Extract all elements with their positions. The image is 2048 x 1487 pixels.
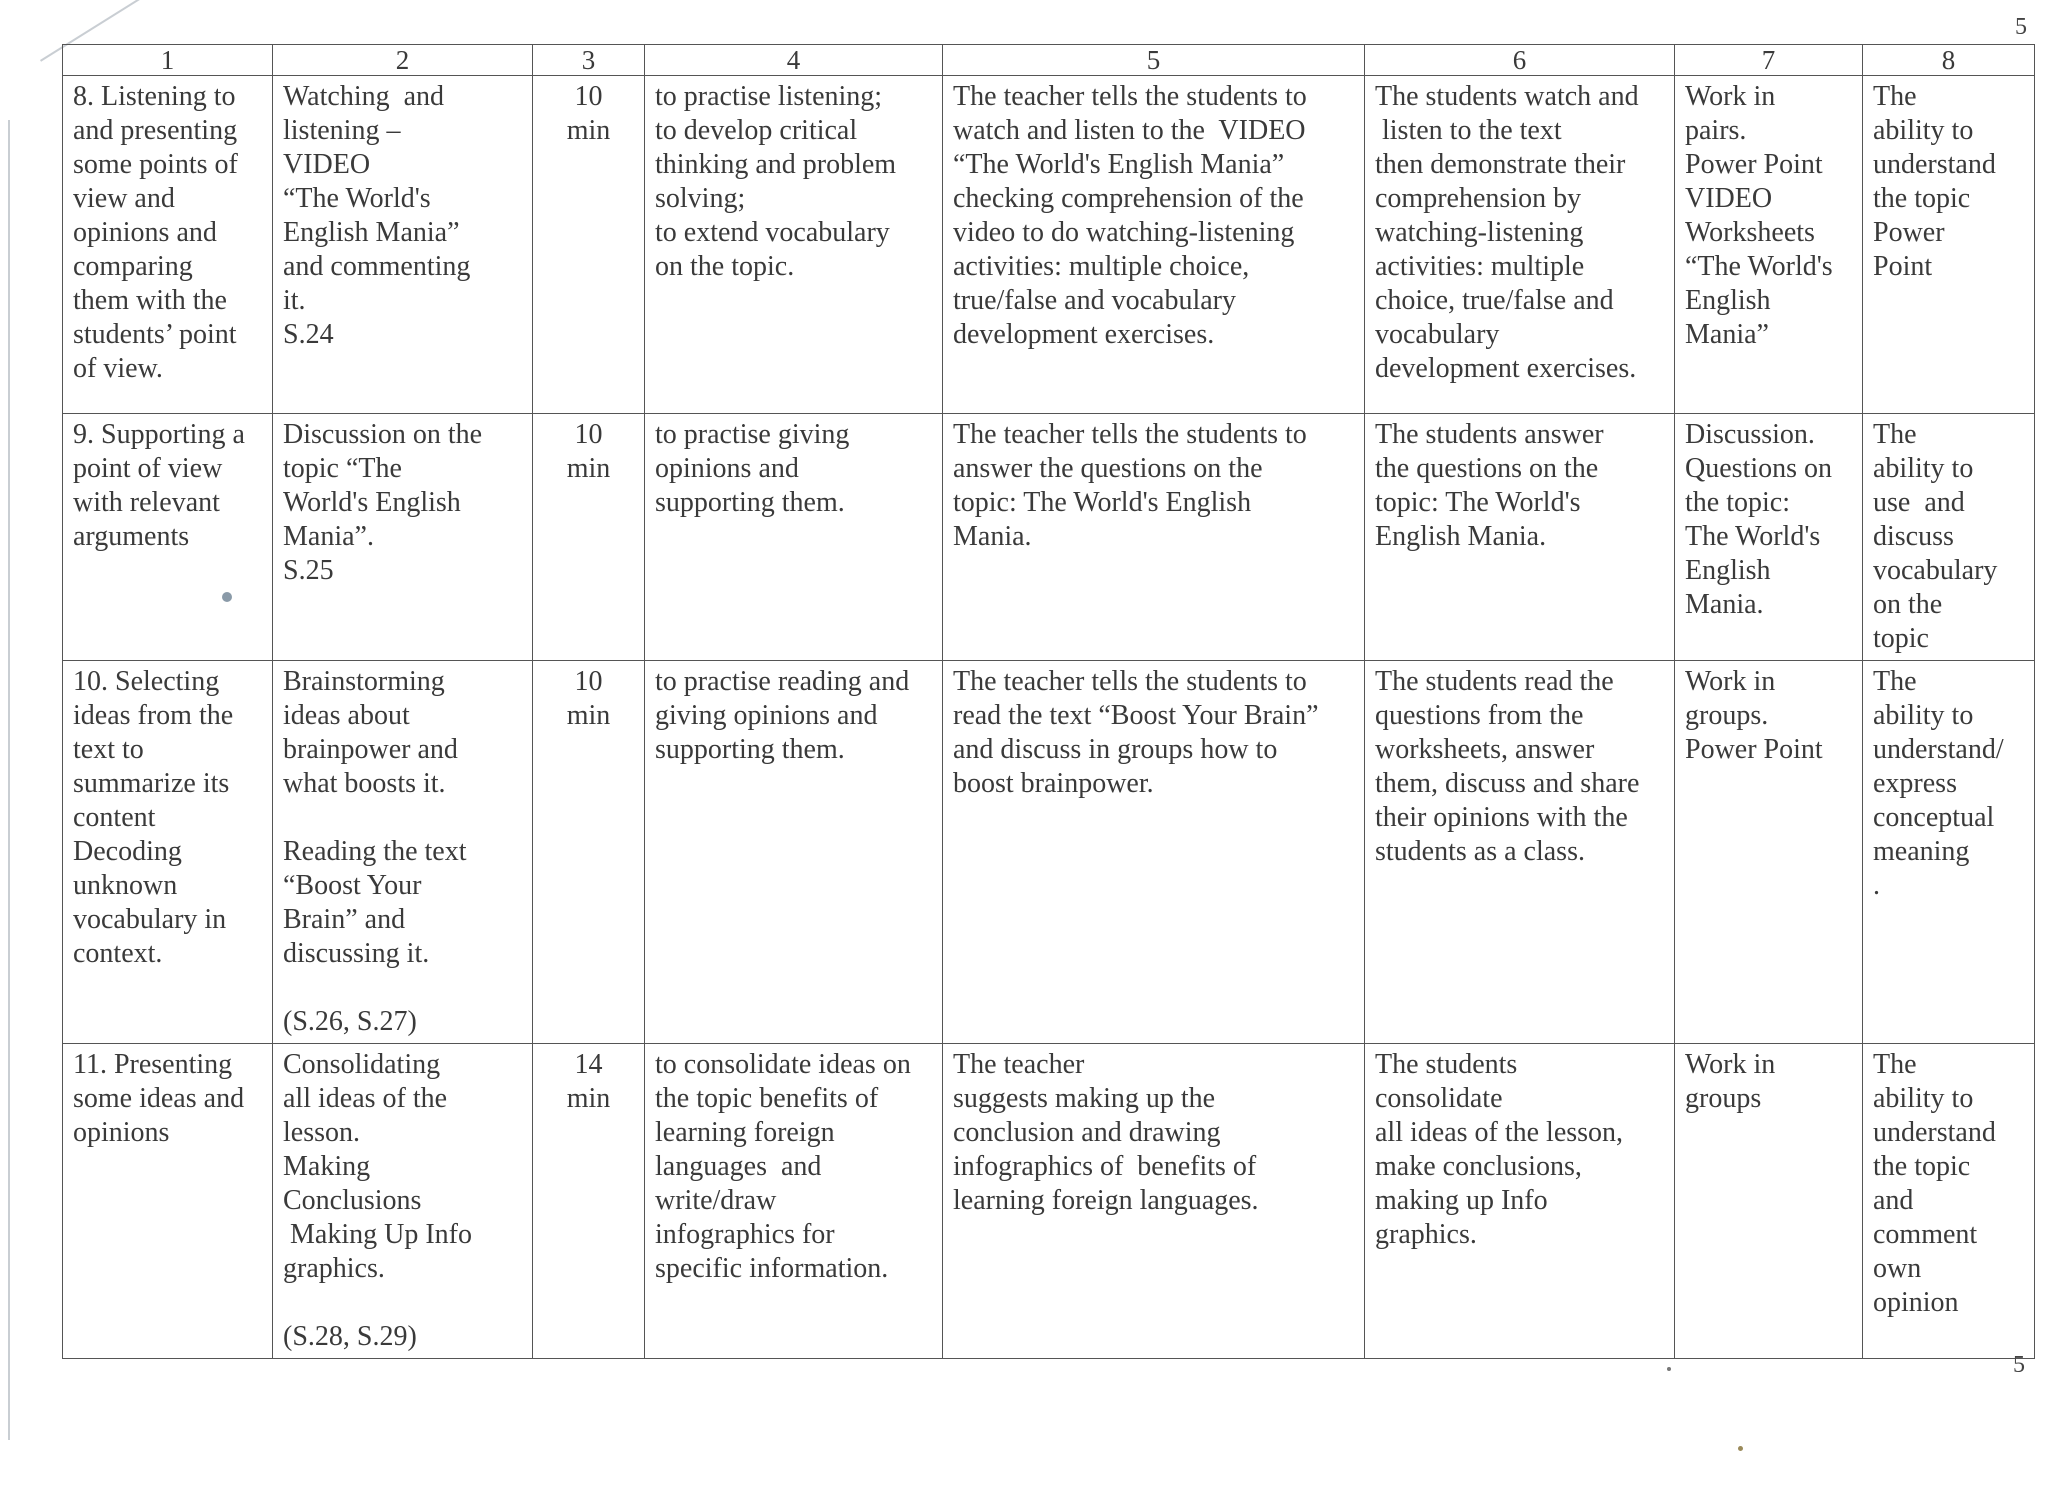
cell-line: Mania”. (283, 521, 374, 552)
cell-line: groups (1685, 1083, 1762, 1114)
cell-line: students’ point (73, 319, 237, 350)
cell-line: Questions on (1685, 453, 1832, 484)
cell-line: vocabulary in (73, 904, 227, 935)
cell-line: (S.28, S.29) (283, 1321, 417, 1352)
cell-line: brainpower and (283, 734, 458, 765)
cell-line: “The World's (283, 183, 431, 214)
table-cell-col-3 (533, 661, 645, 1044)
cell-line: Mania. (1685, 589, 1764, 620)
cell-line: VIDEO (1685, 183, 1773, 214)
cell-line: watching-listening (1375, 217, 1584, 248)
cell-line: languages and (655, 1151, 822, 1182)
cell-line: discussing it. (283, 938, 430, 969)
cell-line: graphics. (1375, 1219, 1477, 1250)
table-cell-col-1 (63, 76, 273, 414)
lesson-plan-table (62, 44, 2035, 1359)
cell-line (283, 1286, 522, 1320)
cell-line: (S.26, S.27) (283, 1006, 417, 1037)
cell-line: it. (283, 285, 306, 316)
cell-line: all ideas of the lesson, (1375, 1117, 1624, 1148)
cell-line: questions from the (1375, 700, 1584, 731)
cell-line: learning foreign (655, 1117, 835, 1148)
header-row (63, 45, 2035, 76)
table-cell-col-1 (63, 661, 273, 1044)
cell-line: . (1873, 870, 1880, 901)
cell-line: Work in (1685, 1049, 1776, 1080)
cell-line: and presenting (73, 115, 238, 146)
cell-line: supporting them. (655, 487, 845, 518)
cell-line: English (1685, 285, 1771, 316)
cell-line: to consolidate ideas on (655, 1049, 911, 1080)
cell-line: Power Point (1685, 149, 1823, 180)
cell-line: min (566, 115, 611, 146)
table-cell-col-5 (943, 76, 1365, 414)
cell-line: activities: multiple (1375, 251, 1585, 282)
cell-line: Conclusions (283, 1185, 422, 1216)
cell-line: to extend vocabulary (655, 217, 890, 248)
cell-line: all ideas of the (283, 1083, 448, 1114)
table-cell-col-4 (645, 661, 943, 1044)
cell-line: graphics. (283, 1253, 385, 1284)
cell-line: 14 (574, 1049, 603, 1080)
cell-line: English Mania” (283, 217, 460, 248)
table-cell-col-5 (943, 661, 1365, 1044)
cell-line: what boosts it. (283, 768, 446, 799)
cell-line: ability to (1873, 700, 1974, 731)
cell-line: Brain” and (283, 904, 406, 935)
cell-line: lesson. (283, 1117, 360, 1148)
cell-line: Discussion. (1685, 419, 1815, 450)
cell-line: checking comprehension of the (953, 183, 1304, 214)
cell-line: understand (1873, 1117, 1996, 1148)
table-cell-col-2 (273, 661, 533, 1044)
cell-line: Mania. (953, 521, 1032, 552)
table-cell-col-5 (943, 1044, 1365, 1359)
cell-line: thinking and problem (655, 149, 897, 180)
cell-line: their opinions with the (1375, 802, 1628, 833)
cell-line: The (1873, 81, 1917, 112)
table-cell-col-7 (1675, 414, 1863, 661)
col-header-5: 5 (943, 45, 1365, 76)
col-header-1: 1 (63, 45, 273, 76)
cell-line: content (73, 802, 156, 833)
table-cell-col-2 (273, 414, 533, 661)
cell-line: solving; (655, 183, 746, 214)
cell-line: 10 (574, 81, 603, 112)
cell-line: Discussion on the (283, 419, 483, 450)
cell-line: 10 (574, 419, 603, 450)
cell-line: worksheets, answer (1375, 734, 1595, 765)
cell-line: and discuss in groups how to (953, 734, 1278, 765)
cell-line: Decoding (73, 836, 182, 867)
cell-line: on the topic. (655, 251, 795, 282)
cell-line: them with the (73, 285, 227, 316)
cell-line: video to do watching-listening (953, 217, 1295, 248)
table-row (63, 1044, 2035, 1359)
cell-line: The teacher tells the students to (953, 419, 1307, 450)
cell-line: pairs. (1685, 115, 1747, 146)
cell-line: giving opinions and (655, 700, 878, 731)
cell-line: learning foreign languages. (953, 1185, 1259, 1216)
table-row (63, 661, 2035, 1044)
scan-edge-line (8, 120, 10, 1440)
cell-line: topic “The (283, 453, 402, 484)
table-cell-col-8 (1863, 76, 2035, 414)
table-cell-col-2 (273, 1044, 533, 1359)
table-cell-col-7 (1675, 661, 1863, 1044)
cell-line: infographics of benefits of (953, 1151, 1257, 1182)
cell-line: Watching and (283, 81, 445, 112)
cell-line: the topic (1873, 183, 1971, 214)
cell-line: opinion (1873, 1287, 1959, 1318)
cell-line: listening – (283, 115, 401, 146)
cell-line: summarize its (73, 768, 230, 799)
cell-line: make conclusions, (1375, 1151, 1582, 1182)
table-cell-col-1 (63, 1044, 273, 1359)
cell-line: The teacher (953, 1049, 1085, 1080)
cell-line: comment (1873, 1219, 1978, 1250)
cell-line: the topic benefits of (655, 1083, 879, 1114)
cell-line: “The World's English Mania” (953, 149, 1285, 180)
cell-line: The students watch and (1375, 81, 1639, 112)
cell-line: min (566, 1083, 611, 1114)
cell-line: choice, true/false and (1375, 285, 1614, 316)
cell-line: and (1873, 1185, 1914, 1216)
cell-line: “Boost Your (283, 870, 422, 901)
cell-line: then demonstrate their (1375, 149, 1626, 180)
cell-line (283, 971, 522, 1005)
cell-line: use and (1873, 487, 1965, 518)
table-cell-col-1 (63, 414, 273, 661)
cell-line: true/false and vocabulary (953, 285, 1236, 316)
cell-line: making up Info (1375, 1185, 1548, 1216)
col-header-4: 4 (645, 45, 943, 76)
table-cell-col-4 (645, 414, 943, 661)
cell-line: text to (73, 734, 144, 765)
cell-line: The students answer (1375, 419, 1604, 450)
cell-line: The students read the (1375, 666, 1614, 697)
cell-line: Worksheets (1685, 217, 1815, 248)
cell-line: vocabulary (1375, 319, 1500, 350)
cell-line: ability to (1873, 115, 1974, 146)
page-number-top: 5 (2015, 14, 2027, 40)
cell-line: The (1873, 666, 1917, 697)
cell-line: topic (1873, 623, 1929, 654)
col-header-6: 6 (1365, 45, 1675, 76)
cell-line: Work in (1685, 81, 1776, 112)
cell-line: view and (73, 183, 175, 214)
cell-line: opinions and (655, 453, 799, 484)
cell-line: opinions and (73, 217, 217, 248)
cell-line: Making (283, 1151, 371, 1182)
cell-line: specific information. (655, 1253, 889, 1284)
cell-line: write/draw (655, 1185, 777, 1216)
cell-line: the topic (1873, 1151, 1971, 1182)
cell-line: some points of (73, 149, 238, 180)
table-cell-col-4 (645, 1044, 943, 1359)
table-cell-col-3 (533, 1044, 645, 1359)
cell-line: Mania” (1685, 319, 1769, 350)
cell-line: students as a class. (1375, 836, 1585, 867)
cell-line: topic: The World's English (953, 487, 1252, 518)
cell-line: the topic: (1685, 487, 1790, 518)
cell-line: ability to (1873, 453, 1974, 484)
cell-line: ability to (1873, 1083, 1974, 1114)
cell-line: ideas from the (73, 700, 234, 731)
cell-line: groups. (1685, 700, 1769, 731)
cell-line: Reading the text (283, 836, 467, 867)
table-cell-col-8 (1863, 661, 2035, 1044)
cell-line: min (566, 453, 611, 484)
cell-line: suggests making up the (953, 1083, 1216, 1114)
cell-line: VIDEO (283, 149, 371, 180)
cell-line: to develop critical (655, 115, 858, 146)
cell-line: 9. Supporting a (73, 419, 245, 450)
cell-line: them, discuss and share (1375, 768, 1640, 799)
cell-line: unknown (73, 870, 178, 901)
cell-line: vocabulary (1873, 555, 1998, 586)
cell-line: S.25 (283, 555, 334, 586)
cell-line: The teacher tells the students to (953, 81, 1307, 112)
table-cell-col-8 (1863, 1044, 2035, 1359)
cell-line: arguments (73, 521, 190, 552)
cell-line: Making Up Info (283, 1219, 472, 1250)
cell-line: min (566, 700, 611, 731)
cell-line: “The World's (1685, 251, 1833, 282)
cell-line: 11. Presenting (73, 1049, 233, 1080)
cell-line: discuss (1873, 521, 1954, 552)
cell-line: understand/ (1873, 734, 2004, 765)
col-header-2: 2 (273, 45, 533, 76)
cell-line: on the (1873, 589, 1943, 620)
table-cell-col-3 (533, 414, 645, 661)
cell-line: supporting them. (655, 734, 845, 765)
cell-line: Consolidating (283, 1049, 441, 1080)
table-row (63, 76, 2035, 414)
cell-line: World's English (283, 487, 461, 518)
cell-line: The students (1375, 1049, 1518, 1080)
ink-dot-lower (1738, 1446, 1743, 1451)
cell-line: Brainstorming (283, 666, 445, 697)
cell-line: Power Point (1685, 734, 1823, 765)
cell-line: 10 (574, 666, 603, 697)
ink-dot (1667, 1367, 1671, 1371)
cell-line: The teacher tells the students to (953, 666, 1307, 697)
table-cell-col-6 (1365, 661, 1675, 1044)
table-cell-col-8 (1863, 414, 2035, 661)
cell-line: some ideas and (73, 1083, 245, 1114)
cell-line: Power (1873, 217, 1945, 248)
cell-line: point of view (73, 453, 223, 484)
cell-line: the questions on the (1375, 453, 1599, 484)
cell-line: to practise giving (655, 419, 850, 450)
table-cell-col-2 (273, 76, 533, 414)
cell-line: consolidate (1375, 1083, 1503, 1114)
cell-line: opinions (73, 1117, 170, 1148)
cell-line (283, 801, 522, 835)
cell-line: 8. Listening to (73, 81, 236, 112)
cell-line: understand (1873, 149, 1996, 180)
table-cell-col-7 (1675, 1044, 1863, 1359)
table-cell-col-6 (1365, 76, 1675, 414)
cell-line: activities: multiple choice, (953, 251, 1250, 282)
cell-line: meaning (1873, 836, 1970, 867)
cell-line: S.24 (283, 319, 334, 350)
cell-line: English Mania. (1375, 521, 1547, 552)
cell-line: and commenting (283, 251, 471, 282)
cell-line: answer the questions on the (953, 453, 1263, 484)
col-header-3: 3 (533, 45, 645, 76)
cell-line: context. (73, 938, 163, 969)
cell-line: to practise reading and (655, 666, 910, 697)
cell-line: express (1873, 768, 1957, 799)
cell-line: watch and listen to the VIDEO (953, 115, 1306, 146)
cell-line: to practise listening; (655, 81, 883, 112)
table-row (63, 414, 2035, 661)
cell-line: own (1873, 1253, 1922, 1284)
table-cell-col-6 (1365, 1044, 1675, 1359)
page-number-bottom: 5 (2013, 1352, 2025, 1378)
table-cell-col-5 (943, 414, 1365, 661)
cell-line: comparing (73, 251, 193, 282)
cell-line: development exercises. (1375, 353, 1637, 384)
cell-line: with relevant (73, 487, 220, 518)
table-cell-col-4 (645, 76, 943, 414)
cell-line: The World's (1685, 521, 1821, 552)
cell-line: topic: The World's (1375, 487, 1581, 518)
cell-line: of view. (73, 353, 163, 384)
cell-line: read the text “Boost Your Brain” (953, 700, 1319, 731)
cell-line: ideas about (283, 700, 410, 731)
cell-line: listen to the text (1375, 115, 1562, 146)
cell-line: boost brainpower. (953, 768, 1154, 799)
cell-line: conceptual (1873, 802, 1995, 833)
cell-line: infographics for (655, 1219, 835, 1250)
table-cell-col-7 (1675, 76, 1863, 414)
cell-line: The (1873, 1049, 1917, 1080)
col-header-8: 8 (1863, 45, 2035, 76)
cell-line: conclusion and drawing (953, 1117, 1221, 1148)
cell-line: English (1685, 555, 1771, 586)
col-header-7: 7 (1675, 45, 1863, 76)
table-cell-col-6 (1365, 414, 1675, 661)
cell-line: Point (1873, 251, 1933, 282)
ink-spot (222, 592, 232, 602)
cell-line: comprehension by (1375, 183, 1582, 214)
cell-line: 10. Selecting (73, 666, 220, 697)
cell-line: development exercises. (953, 319, 1215, 350)
table-cell-col-3 (533, 76, 645, 414)
cell-line: Work in (1685, 666, 1776, 697)
cell-line: The (1873, 419, 1917, 450)
